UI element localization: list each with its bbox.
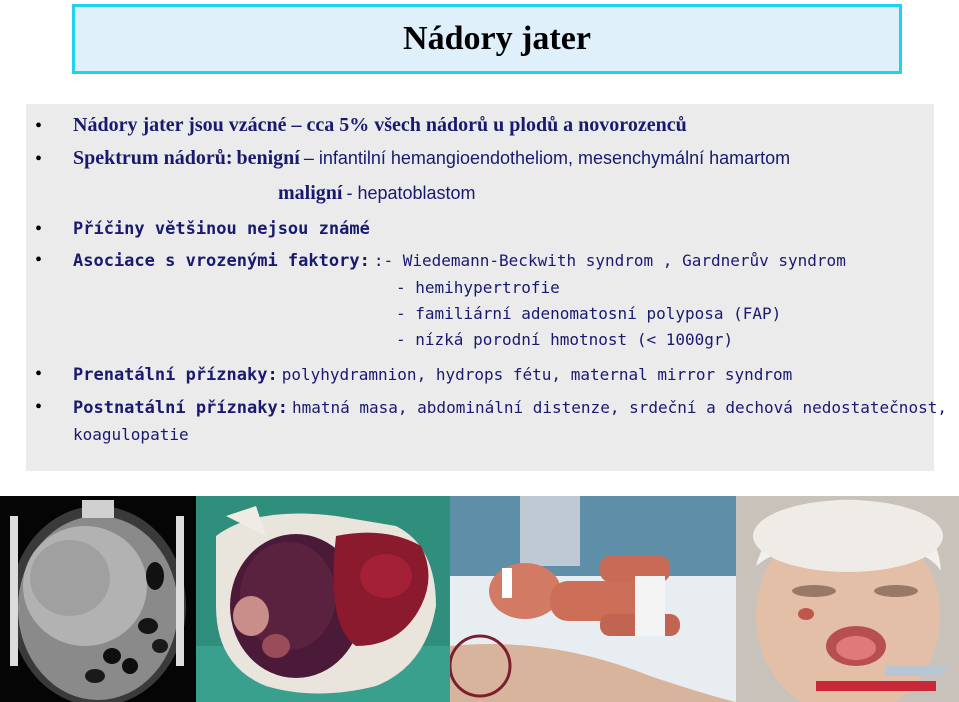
bullet-5: Prenatální příznaky: polyhydramnion, hydrops fétu, maternal mirror syndrom (73, 365, 793, 385)
bullet-marker: • (35, 115, 43, 137)
bullet-2: Spektrum nádorů: benigní – infantilní hemangioendotheliom, mesenchymální hamartom (73, 147, 791, 169)
bullet-marker: • (35, 363, 43, 385)
bullet-6: Postnatální příznaky: hmatná masa, abdominální distenze, srdeční a dechová nedostatečnost, (73, 398, 947, 418)
slide-title: Nádory jater (403, 20, 591, 57)
photo-strip (0, 496, 959, 702)
bullet-marker: • (35, 249, 43, 271)
bullet-2-malign: maligní - hepatoblastom (278, 182, 476, 204)
bullet-1: Nádory jater jsou vzácné – cca 5% všech nádorů u plodů a novorozenců (73, 114, 687, 136)
bullet-3: Příčiny většinou nejsou známé (73, 219, 370, 239)
bullet-4-item: - nízká porodní hmotnost (< 1000gr) (396, 330, 734, 349)
bullet-marker: • (35, 148, 43, 170)
content-panel (26, 104, 947, 471)
bullet-4-item: - hemihypertrofie (396, 278, 560, 297)
crying-newborn-photo (736, 496, 959, 702)
bullet-marker: • (35, 396, 43, 418)
bullet-4: Asociace s vrozenými faktory: :- Wiedemann-Beckwith syndrom , Gardnerův syndrom (73, 251, 846, 271)
premature-infant-photo (450, 496, 736, 702)
resected-liver-tumor-photo (196, 496, 450, 702)
bullet-6-cont: koagulopatie (73, 425, 189, 444)
bullet-4-item: - familiární adenomatosní polyposa (FAP) (396, 304, 782, 323)
ct-scan-photo (0, 496, 196, 702)
bullet-marker: • (35, 218, 43, 240)
title-box (72, 4, 902, 74)
